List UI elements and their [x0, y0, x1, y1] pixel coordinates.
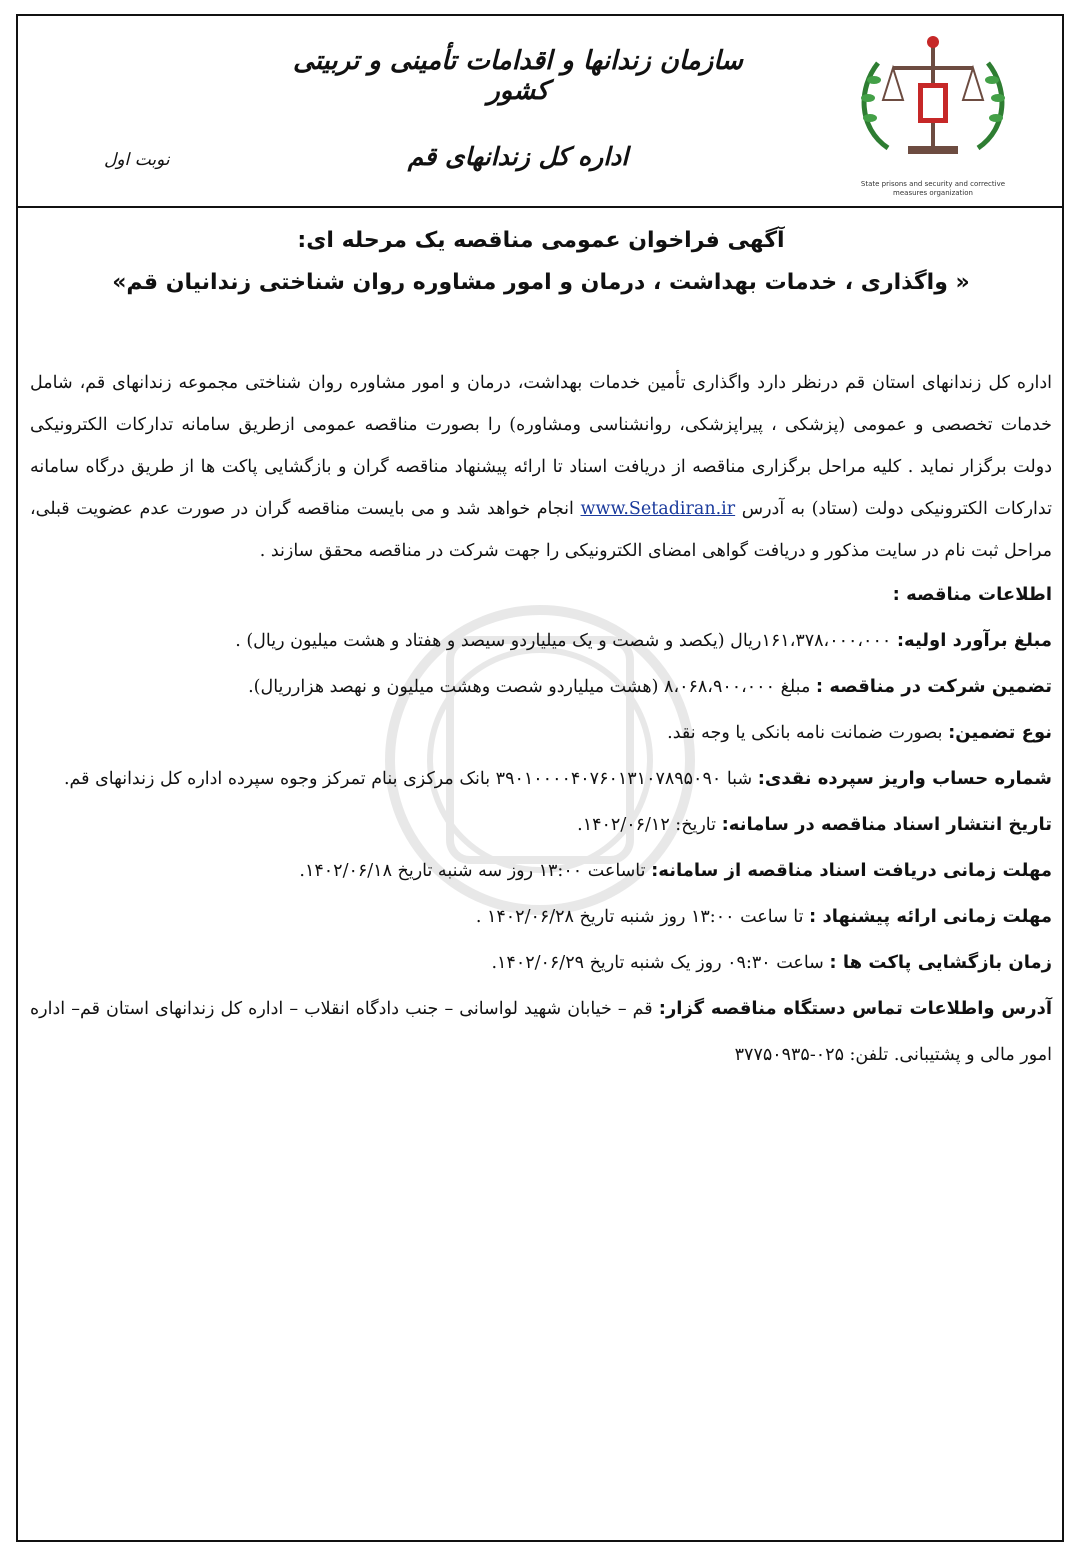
field-document-deadline — [30, 848, 1052, 894]
field-value: ۱۶۱،۳۷۸،۰۰۰،۰۰۰ریال (یکصد و شصت و یک میلیاردو سیصد و هفتاد و هشت میلیون ریال) . — [235, 631, 892, 651]
scales-emblem-icon — [848, 28, 1018, 178]
field-label: مهلت زمانی دریافت اسناد مناقصه از سامانه: — [651, 860, 1052, 881]
field-guarantee-type — [30, 710, 1052, 756]
field-participation-guarantee — [30, 664, 1052, 710]
field-value: تاساعت ۱۳:۰۰ روز سه شنبه تاریخ ۱۴۰۲/۰۶/۱۸. — [299, 861, 646, 881]
field-value: تا ساعت ۱۳:۰۰ روز شنبه تاریخ ۱۴۰۲/۰۶/۲۸ . — [475, 907, 804, 927]
field-label: زمان بازگشایی پاکت ها : — [829, 952, 1052, 973]
intro-text-part1: اداره کل زندانهای استان قم درنظر دارد واگذاری تأمین خدمات بهداشت، درمان و امور مشاوره روان شناختی مجموعه زندانهای قم، شامل خدمات تخصصی و عمومی (پزشکی ، پیراپزشکی، روانشناسی ومشاوره) را بصورت مناقصه عمومی ازطریق سامانه تدارکات الکترونیکی دولت برگزار نماید . کلیه مراحل برگزاری مناقصه از دریافت اسناد تا ارائه پیشنهاد مناقصه گران و بازگشایی پاکت ها از طریق درگاه سامانه تدارکات الکترونیکی دولت (ستاد) به آدرس — [30, 373, 1052, 519]
organization-logo — [848, 28, 1018, 200]
field-value: قم – خیابان شهید لواسانی – جنب دادگاه انقلاب – اداره کل زندانهای استان قم– اداره امور مالی و پشتیبانی. تلفن: ۰۲۵-۳۷۷۵۰۹۳۵ — [30, 999, 1052, 1065]
field-contact-address — [30, 986, 1052, 1078]
field-label: نوع تضمین: — [948, 722, 1052, 743]
field-value: ساعت ۰۹:۳۰ روز یک شنبه تاریخ ۱۴۰۲/۰۶/۲۹. — [491, 953, 824, 973]
notice-titles — [30, 222, 1052, 306]
field-publish-date — [30, 802, 1052, 848]
field-label: مبلغ برآورد اولیه: — [896, 630, 1052, 651]
logo-english-caption: State prisons and security and corrective measures organization — [860, 180, 1006, 197]
notice-header — [18, 16, 1062, 208]
info-heading-label: اطلاعات مناقصه : — [892, 584, 1052, 605]
field-proposal-deadline — [30, 894, 1052, 940]
notice-title: آگهی فراخوان عمومی مناقصه یک مرحله ای: — [297, 228, 785, 253]
field-label: شماره حساب واریز سپرده نقدی: — [757, 768, 1052, 789]
field-opening-time — [30, 940, 1052, 986]
field-value: شبا ۳۹۰۱۰۰۰۰۴۰۷۶۰۱۳۱۰۷۸۹۵۰۹۰ بانک مرکزی بنام تمرکز وجوه سپرده اداره کل زندانهای قم. — [63, 769, 753, 789]
field-label: آدرس واطلاعات تماس دستگاه مناقصه گزار: — [658, 998, 1052, 1019]
department-name: اداره کل زندانهای قم — [407, 142, 629, 171]
intro-text-part2: انجام خواهد شد و می بایست مناقصه گران در صورت عدم عضویت قبلی، مراحل ثبت نام در سایت مذکور و دریافت گواهی امضای الکترونیکی را جهت شرکت در مناقصه محقق سازند . — [30, 499, 1052, 561]
field-label: تاریخ انتشار اسناد مناقصه در سامانه: — [721, 814, 1052, 835]
organization-name: سازمان زندانها و اقدامات تأمینی و تربیتی کشور — [293, 46, 743, 106]
notice-body — [30, 362, 1052, 1078]
field-value: مبلغ ۸،۰۶۸،۹۰۰،۰۰۰ (هشت میلیاردو شصت وهشت میلیون و نهصد هزارریال). — [248, 677, 811, 697]
field-estimated-amount — [30, 618, 1052, 664]
field-label: تضمین شرکت در مناقصه : — [815, 676, 1052, 697]
intro-paragraph — [30, 362, 1052, 572]
info-heading — [30, 572, 1052, 618]
publication-round: نوبت اول — [104, 150, 170, 170]
notice-subtitle: « واگذاری ، خدمات بهداشت ، درمان و امور مشاوره روان شناختی زندانیان قم» — [112, 270, 970, 295]
field-label: مهلت زمانی ارائه پیشنهاد : — [809, 906, 1052, 927]
setadiran-link[interactable]: www.Setadiran.ir — [580, 499, 736, 519]
field-deposit-account — [30, 756, 1052, 802]
field-value: تاریخ: ۱۴۰۲/۰۶/۱۲. — [577, 815, 717, 835]
field-value: بصورت ضمانت نامه بانکی یا وجه نقد. — [667, 723, 943, 743]
